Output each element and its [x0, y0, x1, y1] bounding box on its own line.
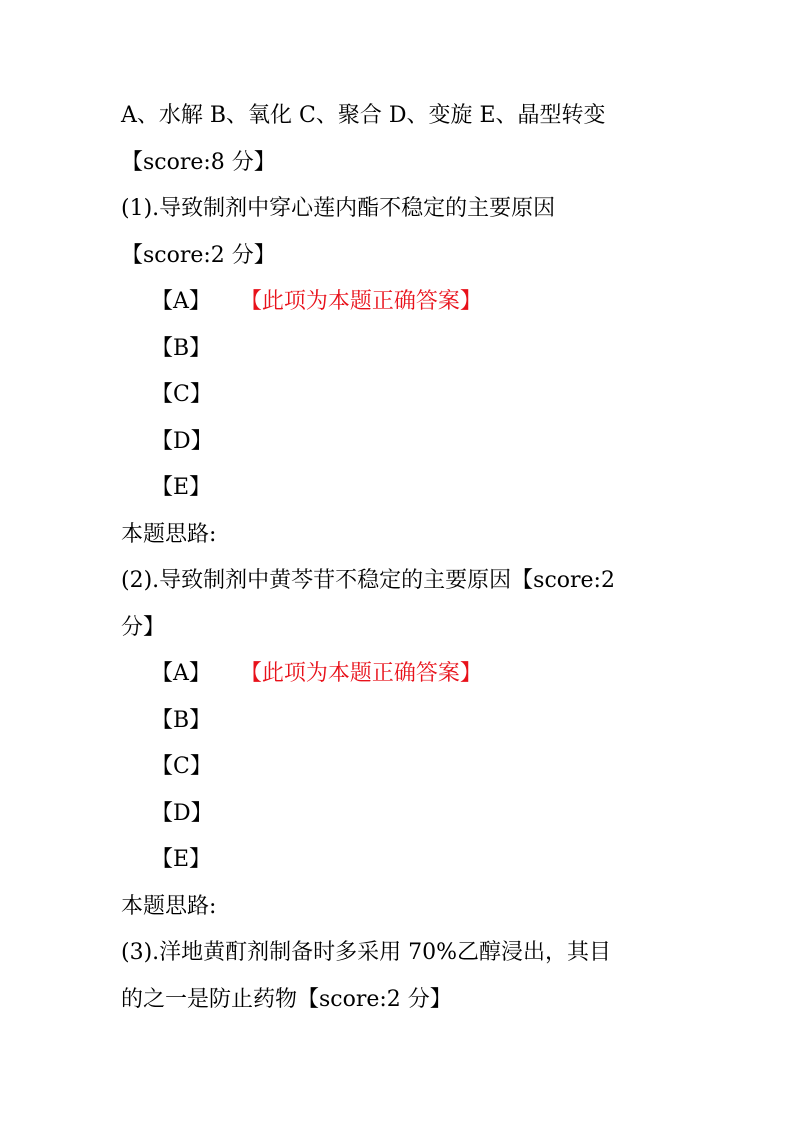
- option-d: 【D】: [151, 800, 213, 826]
- option-c: 【C】: [151, 754, 212, 779]
- option-label: 【A】: [151, 289, 211, 314]
- option-c: 【C】: [151, 382, 212, 407]
- question-text: (2).导致制剂中黄芩苷不稳定的主要原因【score:2: [121, 568, 615, 593]
- option-a: [121, 651, 681, 698]
- option-b: 【B】: [151, 335, 212, 361]
- correct-answer-marker: 【此项为本题正确答案】: [250, 289, 482, 314]
- group-score: 【score:8 分】: [121, 149, 276, 175]
- option-d: 【D】: [151, 428, 213, 454]
- analysis-label: 本题思路:: [121, 893, 217, 919]
- question-2: [121, 558, 681, 930]
- option-a: [121, 279, 681, 326]
- question-score: 分】: [121, 614, 166, 640]
- document-page: [121, 93, 681, 1023]
- option-b: 【B】: [151, 707, 212, 733]
- question-text: (3).洋地黄酊剂制备时多采用 70%乙醇浸出，其目: [121, 940, 612, 965]
- analysis-label: 本题思路:: [121, 521, 217, 547]
- option-e: 【E】: [151, 475, 212, 500]
- question-3: [121, 930, 681, 1023]
- options-legend: A、水解 B、氧化 C、聚合 D、变旋 E、晶型转变: [121, 103, 606, 128]
- option-label: 【A】: [151, 661, 211, 686]
- question-score: 【score:2 分】: [121, 242, 276, 268]
- question-text-continued: 的之一是防止药物【score:2 分】: [121, 986, 452, 1012]
- correct-answer-marker: 【此项为本题正确答案】: [250, 661, 482, 686]
- question-1: [121, 186, 681, 558]
- question-text: (1).导致制剂中穿心莲内酯不稳定的主要原因: [121, 196, 556, 221]
- option-e: 【E】: [151, 847, 212, 872]
